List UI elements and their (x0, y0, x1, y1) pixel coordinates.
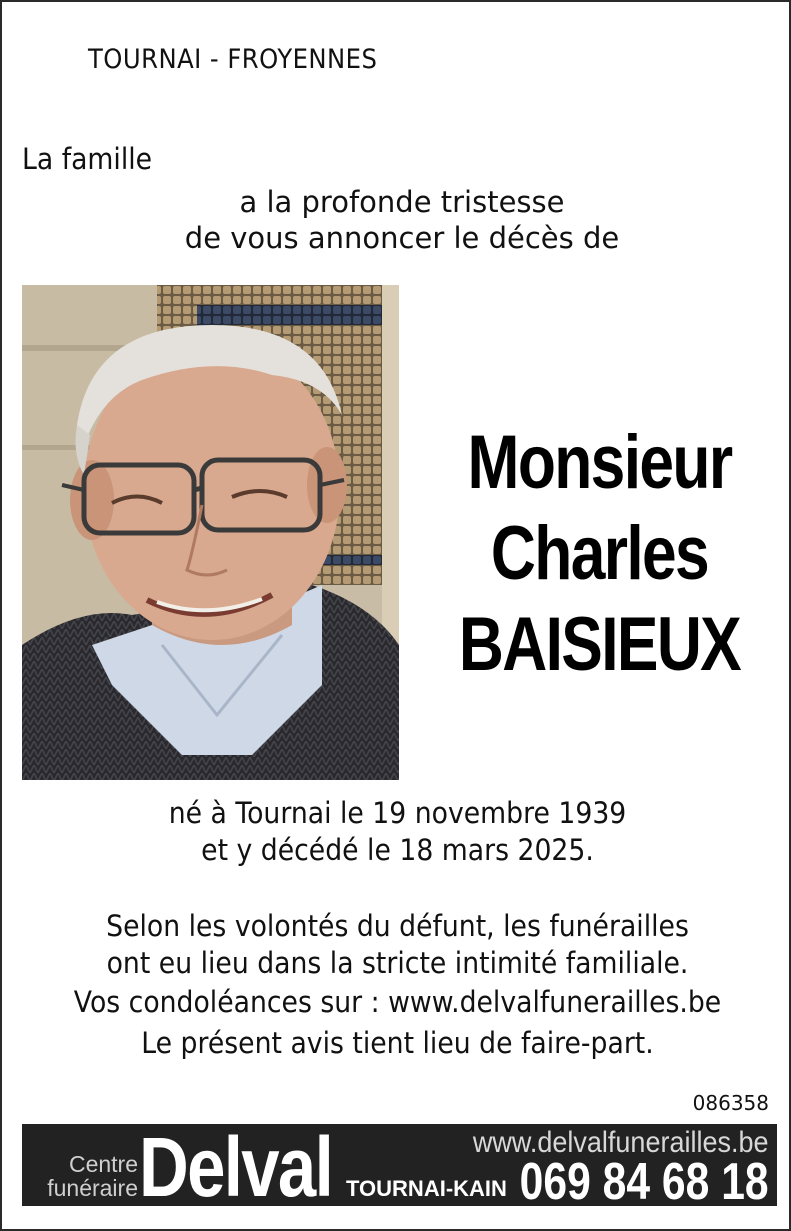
intro-line-1: a la profonde tristesse (239, 185, 565, 219)
portrait-photo (22, 285, 399, 780)
website-link[interactable]: www.delvalfunerailles.be (473, 1126, 769, 1159)
centre-label (30, 1152, 138, 1200)
portrait-illustration (22, 285, 399, 780)
brand-name: Delval (139, 1120, 333, 1214)
honorific: Monsieur (467, 420, 732, 505)
funeral-home-banner (22, 1120, 777, 1214)
notes-line-4: Le présent avis tient lieu de faire-part. (141, 1026, 654, 1060)
phone-number[interactable]: 069 84 68 18 (520, 1153, 769, 1211)
location-heading: TOURNAI - FROYENNES (88, 44, 378, 75)
deceased-name (422, 417, 777, 690)
notes-line-1: Selon les volontés du défunt, les funérailles (106, 909, 689, 943)
family-label: La famille (22, 142, 153, 176)
intro-line-2: de vous annoncer le décès de (184, 221, 620, 255)
last-name: BAISIEUX (458, 602, 741, 687)
condolences-line: Vos condoléances sur : www.delvalfunerailles.be (73, 985, 722, 1019)
notes-block (2, 908, 791, 1064)
reference-number: 086358 (692, 1091, 769, 1115)
centre-line-1: Centre (68, 1151, 138, 1177)
city-label: TOURNAI-KAIN (346, 1176, 507, 1201)
notes-line-2: ont eu lieu dans la stricte intimité familiale. (106, 946, 689, 980)
first-name: Charles (490, 511, 709, 596)
death-line: et y décédé le 18 mars 2025. (201, 833, 594, 867)
birth-line: né à Tournai le 19 novembre 1939 (168, 796, 627, 830)
dates-block (2, 795, 791, 869)
centre-line-2: funéraire (47, 1175, 138, 1201)
